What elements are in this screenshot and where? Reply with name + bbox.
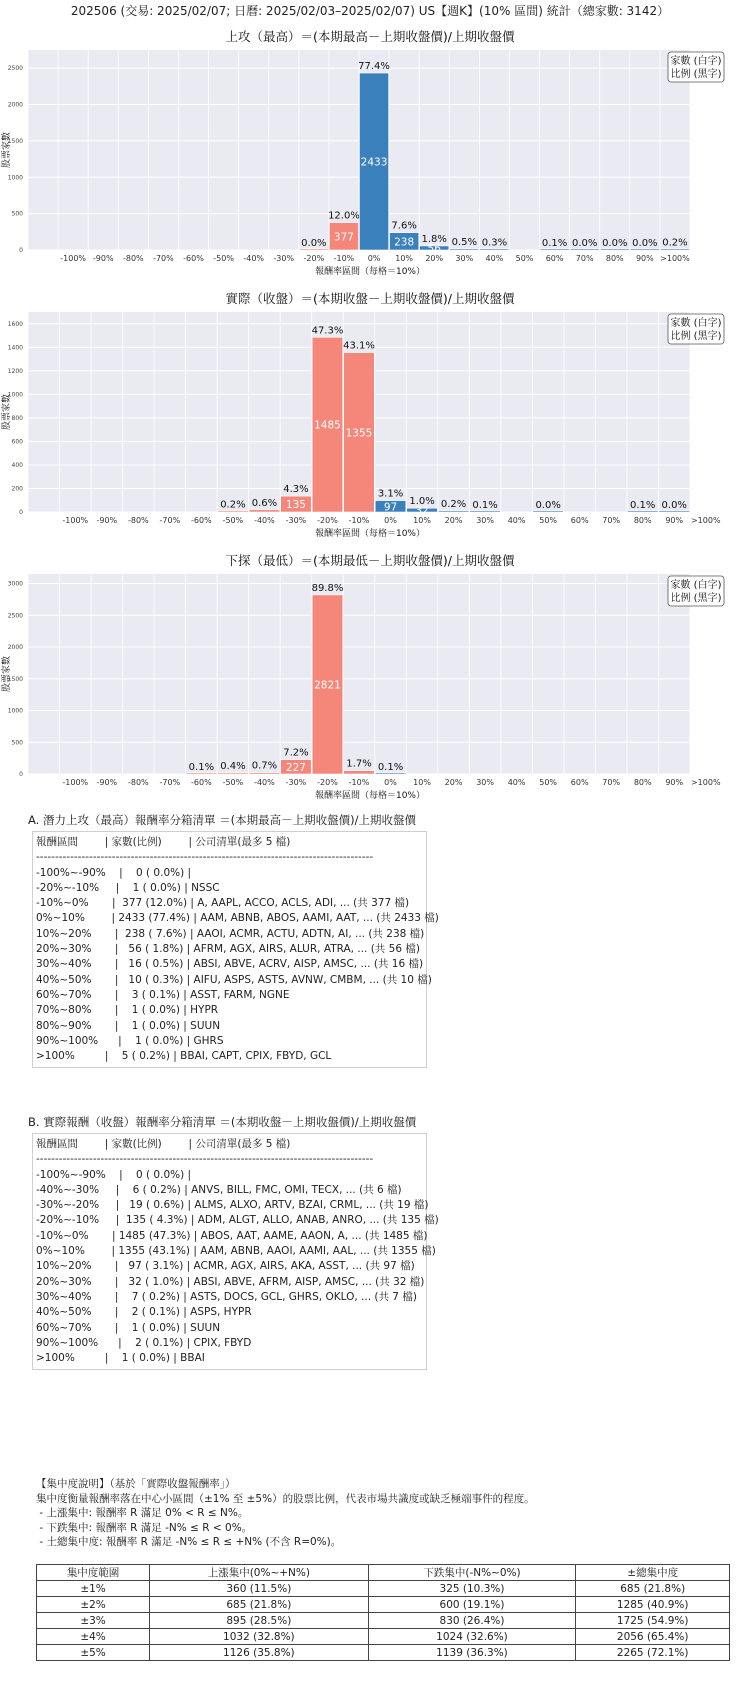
x-tick-label: -60% <box>191 516 212 525</box>
y-axis-label: 股票家數 <box>2 131 12 169</box>
bar-percent-label: 0.1% <box>472 499 498 511</box>
x-tick-label: -40% <box>254 516 275 525</box>
x-tick-label: 50% <box>539 778 558 787</box>
y-tick-label: 500 <box>11 739 23 747</box>
chart-upside-svg <box>0 22 740 284</box>
x-tick-label: -70% <box>159 778 181 787</box>
x-tick-label: -10% <box>348 778 370 787</box>
chart-close <box>0 284 740 546</box>
x-tick-label: -70% <box>153 254 174 263</box>
x-tick-label: 80% <box>605 254 624 263</box>
chart-title: 上攻（最高）＝(本期最高－上期收盤價)/上期收盤價 <box>225 29 515 44</box>
bar <box>344 771 375 774</box>
list-line: 40%~50% | 2 ( 0.1%) | ASPS, HYPR <box>36 1306 252 1319</box>
list-line: -100%~-90% | 0 ( 0.0%) | <box>36 866 192 879</box>
y-tick-label: 1600 <box>7 320 23 328</box>
x-tick-label: 40% <box>485 254 504 263</box>
bar-percent-label: 0.1% <box>541 237 568 249</box>
bar-percent-label: 3.1% <box>377 488 404 500</box>
x-tick-label: 0% <box>384 778 397 787</box>
x-tick-label: 90% <box>665 516 684 525</box>
y-tick-label: 1000 <box>7 391 23 399</box>
table-cell: 325 (10.3%) <box>368 1581 576 1597</box>
x-tick-label: 40% <box>507 516 526 525</box>
list-line: 80%~90% | 1 ( 0.0%) | SUUN <box>36 1019 221 1032</box>
list-line: -10%~0% | 377 (12.0%) | A, AAPL, ACCO, ACLS, ADI, ... (共 377 檔) <box>36 897 410 910</box>
bar <box>470 511 501 512</box>
bar <box>450 249 479 250</box>
x-tick-label: 30% <box>476 516 494 525</box>
legend-item: 家數 (白字) <box>670 318 722 329</box>
concentration-line: 【集中度說明】（基於「實際收盤報酬率」） <box>36 1478 236 1490</box>
bar <box>570 249 599 250</box>
bar <box>375 773 406 774</box>
y-tick-label: 200 <box>11 485 23 493</box>
table-row <box>37 1581 730 1597</box>
bar <box>540 249 569 250</box>
list-line: 20%~30% | 32 ( 1.0%) | ABSI, ABVE, AFRM, AISP, AMSC, ... (共 32 檔) <box>36 1275 425 1288</box>
bar <box>218 773 249 774</box>
y-tick-label: 2000 <box>7 101 23 109</box>
bar-percent-label: 12.0% <box>328 210 360 222</box>
x-tick-label: -20% <box>317 516 338 525</box>
concentration-line: - 土總集中度: 報酬率 R 滿足 -N% ≤ R ≤ +N% (不含 R=0%)。 <box>36 1536 342 1548</box>
x-tick-label: 0% <box>384 516 397 525</box>
x-tick-label: -50% <box>222 516 244 525</box>
concentration-line: - 下跌集中: 報酬率 R 滿足 -N% ≤ R < 0%。 <box>36 1521 253 1534</box>
x-tick-label: -80% <box>127 516 149 525</box>
x-tick-label: -60% <box>183 254 204 263</box>
chart-legend <box>668 576 724 606</box>
bar <box>299 249 328 250</box>
x-tick-label: >100% <box>690 778 721 787</box>
y-tick-label: 1400 <box>7 344 23 352</box>
list-line: 報酬區間 | 家數(比例) | 公司清單(最多 5 檔) <box>36 1138 291 1150</box>
plot-area <box>28 574 690 774</box>
bar <box>438 511 469 512</box>
bar-percent-label: 0.0% <box>301 237 327 249</box>
bar-count-label: 2821 <box>314 679 341 692</box>
table-cell: ±1% <box>37 1581 150 1597</box>
bar-percent-label: 47.3% <box>311 325 344 337</box>
table-cell: ±4% <box>37 1629 150 1645</box>
chart-legend <box>668 314 724 344</box>
x-tick-label: 60% <box>570 516 589 525</box>
section-b-title: B. 實際報酬（收盤）報酬率分箱清單 ＝(本期收盤－上期收盤價)/上期收盤價 <box>28 1115 417 1129</box>
bar-percent-label: 1.7% <box>346 758 372 770</box>
x-tick-label: 0% <box>367 254 381 263</box>
bar-percent-label: 7.2% <box>283 747 309 759</box>
y-tick-label: 600 <box>11 438 23 446</box>
page-title: 202506 (交易: 2025/02/07; 日曆: 2025/02/03–2025/02/07) US【週K】(10% 區間) 統計（總家數: 3142） <box>70 4 670 18</box>
table-header-cell: 上漲集中(0%~+N%) <box>150 1565 368 1581</box>
table-cell: 2056 (65.4%) <box>576 1629 730 1645</box>
table-cell: 1285 (40.9%) <box>576 1597 730 1613</box>
bar <box>186 773 217 774</box>
x-tick-label: >100% <box>660 254 690 263</box>
table-header-cell: 集中度範圍 <box>37 1565 150 1581</box>
table-cell: 685 (21.8%) <box>576 1581 730 1597</box>
bar-percent-label: 0.0% <box>661 499 687 511</box>
bar-percent-label: 0.4% <box>220 761 246 773</box>
bar-count-label: 1355 <box>345 427 373 440</box>
chart-downside-svg <box>0 546 740 808</box>
x-tick-label: -90% <box>96 516 118 525</box>
bar-percent-label: 43.1% <box>343 340 375 352</box>
list-line: -100%~-90% | 0 ( 0.0%) | <box>36 1168 192 1181</box>
bar-count-label: 1485 <box>314 419 341 432</box>
x-tick-label: 80% <box>633 516 652 525</box>
y-tick-label: 1500 <box>7 675 23 683</box>
bar-count-label: 135 <box>285 499 306 512</box>
x-tick-label: 50% <box>515 254 534 263</box>
chart-upside <box>0 22 740 284</box>
bar-percent-label: 0.0% <box>535 499 561 511</box>
x-tick-label: 20% <box>425 254 444 263</box>
x-tick-label: -100% <box>62 778 89 787</box>
list-line: -10%~0% | 1485 (47.3%) | ABOS, AAT, AAME, AAON, A, ... (共 1485 檔) <box>36 1229 428 1242</box>
bar-percent-label: 1.0% <box>409 496 435 508</box>
x-tick-label: -30% <box>273 254 295 263</box>
table-row <box>37 1597 730 1613</box>
bar-count-label: 2433 <box>360 156 388 169</box>
bar-percent-label: 0.6% <box>251 497 278 509</box>
x-tick-label: 30% <box>476 778 494 787</box>
y-tick-label: 0 <box>19 771 23 778</box>
bar-count-label: 32 <box>415 505 429 518</box>
table-cell: 830 (26.4%) <box>368 1613 576 1629</box>
x-tick-label: -30% <box>285 778 307 787</box>
x-tick-label: -50% <box>213 254 234 263</box>
bar-percent-label: 0.2% <box>220 499 246 511</box>
list-line: 60%~70% | 3 ( 0.1%) | ASST, FARM, NGNE <box>36 988 290 1001</box>
x-tick-label: 90% <box>635 254 654 263</box>
table-cell: ±2% <box>37 1597 150 1613</box>
y-tick-label: 800 <box>11 414 23 422</box>
legend-item: 比例 (黑字) <box>670 593 722 604</box>
y-tick-label: 3000 <box>7 580 23 588</box>
bar <box>630 249 659 250</box>
x-tick-label: 70% <box>602 516 621 525</box>
section-b-list <box>32 1133 439 1370</box>
y-tick-label: 1500 <box>7 137 23 145</box>
list-line: 90%~100% | 2 ( 0.1%) | CPIX, FBYD <box>36 1336 252 1349</box>
list-line: 0%~10% | 1355 (43.1%) | AAM, ABNB, AAOI, AAMI, AAL, ... (共 1355 檔) <box>36 1245 436 1258</box>
y-tick-label: 1000 <box>7 707 23 715</box>
concentration-line: 集中度衡量報酬率落在中心小區間（±1% 至 ±5%）的股票比例，代表市場共識度或缺乏極端事件的程度。 <box>36 1492 535 1505</box>
table-cell: 2265 (72.1%) <box>576 1645 730 1661</box>
x-tick-label: 40% <box>507 778 526 787</box>
bar <box>249 510 280 512</box>
list-line: 30%~40% | 7 ( 0.2%) | ASTS, DOCS, GCL, GHRS, OKLO, ... (共 7 檔) <box>36 1290 417 1303</box>
bar-percent-label: 0.0% <box>602 237 628 249</box>
x-tick-label: -40% <box>243 254 265 263</box>
x-axis-label: 報酬率區間（每格＝10%） <box>314 529 426 539</box>
table-cell: 895 (28.5%) <box>150 1613 368 1629</box>
x-tick-label: 60% <box>545 254 564 263</box>
table-cell: 1725 (54.9%) <box>576 1613 730 1629</box>
x-tick-label: -100% <box>60 254 87 263</box>
legend-item: 家數 (白字) <box>670 580 722 591</box>
x-tick-label: -20% <box>317 778 338 787</box>
y-tick-label: 500 <box>11 210 23 218</box>
bar-count-label: 238 <box>394 236 415 249</box>
list-line: 10%~20% | 97 ( 3.1%) | ACMR, AGX, AIRS, AKA, ASST, ... (共 97 檔) <box>36 1260 415 1273</box>
bar-percent-label: 1.8% <box>421 233 447 245</box>
y-tick-label: 0 <box>19 247 23 254</box>
y-tick-label: 2500 <box>7 65 23 73</box>
x-tick-label: -40% <box>254 778 275 787</box>
chart-title: 下探（最低）＝(本期最低－上期收盤價)/上期收盤價 <box>225 553 515 568</box>
table-row <box>37 1645 730 1661</box>
x-tick-label: 70% <box>575 254 594 263</box>
concentration-table-header <box>37 1565 730 1581</box>
list-line: 0%~10% | 2433 (77.4%) | AAM, ABNB, ABOS, AAMI, AAT, ... (共 2433 檔) <box>36 912 439 925</box>
y-axis-label: 股票家數 <box>2 655 12 693</box>
bar <box>659 511 690 512</box>
list-line: 90%~100% | 1 ( 0.0%) | GHRS <box>36 1034 224 1047</box>
table-cell: 600 (19.1%) <box>368 1597 576 1613</box>
concentration-notes <box>36 1477 535 1550</box>
bar-percent-label: 0.1% <box>188 761 215 773</box>
bar <box>533 511 564 512</box>
bar <box>600 249 629 250</box>
list-line: -20%~-10% | 135 ( 4.3%) | ADM, ALGT, ALLO, ANAB, ANRO, ... (共 135 檔) <box>36 1214 439 1227</box>
list-line: >100% | 5 ( 0.2%) | BBAI, CAPT, CPIX, FBYD, GCL <box>36 1050 332 1063</box>
chart-downside <box>0 546 740 808</box>
x-tick-label: -60% <box>191 778 212 787</box>
bar-count-label: 97 <box>383 501 398 514</box>
x-tick-label: -30% <box>285 516 307 525</box>
list-line: 20%~30% | 56 ( 1.8%) | AFRM, AGX, AIRS, ALUR, ATRA, ... (共 56 檔) <box>36 943 420 956</box>
table-cell: ±5% <box>37 1645 150 1661</box>
legend-item: 家數 (白字) <box>670 56 722 67</box>
y-tick-label: 400 <box>11 461 23 469</box>
chart-close-svg <box>0 284 740 546</box>
section-a-list <box>32 831 439 1068</box>
x-tick-label: 20% <box>444 516 463 525</box>
list-line: ----------------------------------------------------------------------------------------- <box>36 851 374 864</box>
x-tick-label: 90% <box>665 778 684 787</box>
list-line: 報酬區間 | 家數(比例) | 公司清單(最多 5 檔) <box>36 836 291 848</box>
table-row <box>37 1613 730 1629</box>
x-tick-label: 50% <box>539 516 558 525</box>
bar-percent-label: 0.1% <box>377 761 404 773</box>
x-tick-label: -50% <box>222 778 244 787</box>
x-tick-label: 60% <box>570 778 589 787</box>
table-row <box>37 1629 730 1645</box>
bar-count-label: 227 <box>285 761 306 774</box>
bar-percent-label: 89.8% <box>311 582 344 594</box>
x-tick-label: -20% <box>303 254 325 263</box>
concentration-table <box>36 1564 730 1661</box>
y-tick-label: 2000 <box>7 644 23 652</box>
x-tick-label: 80% <box>633 778 652 787</box>
bar-count-label: 377 <box>333 231 354 244</box>
bar-percent-label: 7.6% <box>391 220 417 232</box>
bar-percent-label: 0.7% <box>251 760 278 772</box>
table-cell: 1139 (36.3%) <box>368 1645 576 1661</box>
x-tick-label: -90% <box>92 254 114 263</box>
x-tick-label: 30% <box>455 254 474 263</box>
bar <box>249 773 280 774</box>
x-tick-label: -80% <box>122 254 144 263</box>
list-line: -30%~-20% | 19 ( 0.6%) | ALMS, ALXO, ARTV, BZAI, CRML, ... (共 19 檔) <box>36 1199 429 1212</box>
bar <box>480 249 509 250</box>
list-line: -40%~-30% | 6 ( 0.2%) | ANVS, BILL, FMC, OMI, TECX, ... (共 6 檔) <box>36 1183 402 1196</box>
table-cell: 1032 (32.8%) <box>150 1629 368 1645</box>
x-tick-label: -80% <box>127 778 149 787</box>
bar-percent-label: 0.5% <box>451 236 478 248</box>
table-header-cell: 下跌集中(-N%~0%) <box>368 1565 576 1581</box>
bar-count-label: 56 <box>427 242 441 255</box>
table-header-cell: ±總集中度 <box>576 1565 730 1581</box>
legend-item: 比例 (黑字) <box>670 331 722 342</box>
bar <box>627 511 658 512</box>
list-line: -20%~-10% | 1 ( 0.0%) | NSSC <box>36 881 220 894</box>
chart-legend <box>668 52 724 82</box>
table-cell: 1126 (35.8%) <box>150 1645 368 1661</box>
x-axis-label: 報酬率區間（每格＝10%） <box>314 267 426 277</box>
y-tick-label: 2500 <box>7 612 23 620</box>
list-line: 10%~20% | 238 ( 7.6%) | AAOI, ACMR, ACTU, ADTN, AI, ... (共 238 檔) <box>36 927 425 940</box>
bar-percent-label: 0.1% <box>630 499 656 511</box>
table-cell: 685 (21.8%) <box>150 1597 368 1613</box>
x-tick-label: 10% <box>413 516 431 525</box>
bar-percent-label: 0.3% <box>481 237 508 249</box>
y-axis-label: 股票家數 <box>2 393 12 431</box>
y-tick-label: 1000 <box>7 174 23 182</box>
bar-percent-label: 0.0% <box>571 237 598 249</box>
x-tick-label: -90% <box>96 778 118 787</box>
bar <box>660 249 689 250</box>
y-tick-label: 0 <box>19 509 23 516</box>
bar <box>218 511 249 512</box>
table-cell: 1024 (32.6%) <box>368 1629 576 1645</box>
table-cell: ±3% <box>37 1613 150 1629</box>
x-tick-label: 70% <box>602 778 621 787</box>
bar-percent-label: 0.2% <box>662 237 688 249</box>
x-tick-label: 10% <box>413 778 431 787</box>
list-line: ----------------------------------------------------------------------------------------- <box>36 1153 374 1166</box>
concentration-line: - 上漲集中: 報酬率 R 滿足 0% < R ≤ N%。 <box>36 1507 249 1519</box>
x-tick-label: -10% <box>333 254 355 263</box>
bar-percent-label: 4.3% <box>283 484 309 496</box>
x-tick-label: 10% <box>395 254 414 263</box>
x-axis-label: 報酬率區間（每格＝10%） <box>314 791 426 801</box>
x-tick-label: 20% <box>444 778 463 787</box>
x-tick-label: >100% <box>690 516 721 525</box>
y-tick-label: 1200 <box>7 367 23 375</box>
list-line: 60%~70% | 1 ( 0.0%) | SUUN <box>36 1321 221 1334</box>
list-line: 70%~80% | 1 ( 0.0%) | HYPR <box>36 1004 219 1017</box>
legend-item: 比例 (黑字) <box>670 69 722 80</box>
x-tick-label: -10% <box>348 516 370 525</box>
bar-percent-label: 0.2% <box>440 499 467 511</box>
list-line: 40%~50% | 10 ( 0.3%) | AIFU, ASPS, ASTS, AVNW, CMBM, ... (共 10 檔) <box>36 973 432 986</box>
list-line: >100% | 1 ( 0.0%) | BBAI <box>36 1352 205 1365</box>
table-cell: 360 (11.5%) <box>150 1581 368 1597</box>
x-tick-label: -100% <box>62 516 89 525</box>
bar-percent-label: 0.0% <box>632 237 658 249</box>
bar-percent-label: 77.4% <box>358 61 390 73</box>
chart-title: 實際（收盤）＝(本期收盤－上期收盤價)/上期收盤價 <box>225 291 515 306</box>
list-line: 30%~40% | 16 ( 0.5%) | ABSI, ABVE, ACRV, AISP, AMSC, ... (共 16 檔) <box>36 958 424 971</box>
section-a-title: A. 潛力上攻（最高）報酬率分箱清單 ＝(本期最高－上期收盤價)/上期收盤價 <box>28 813 416 827</box>
x-tick-label: -70% <box>159 516 181 525</box>
